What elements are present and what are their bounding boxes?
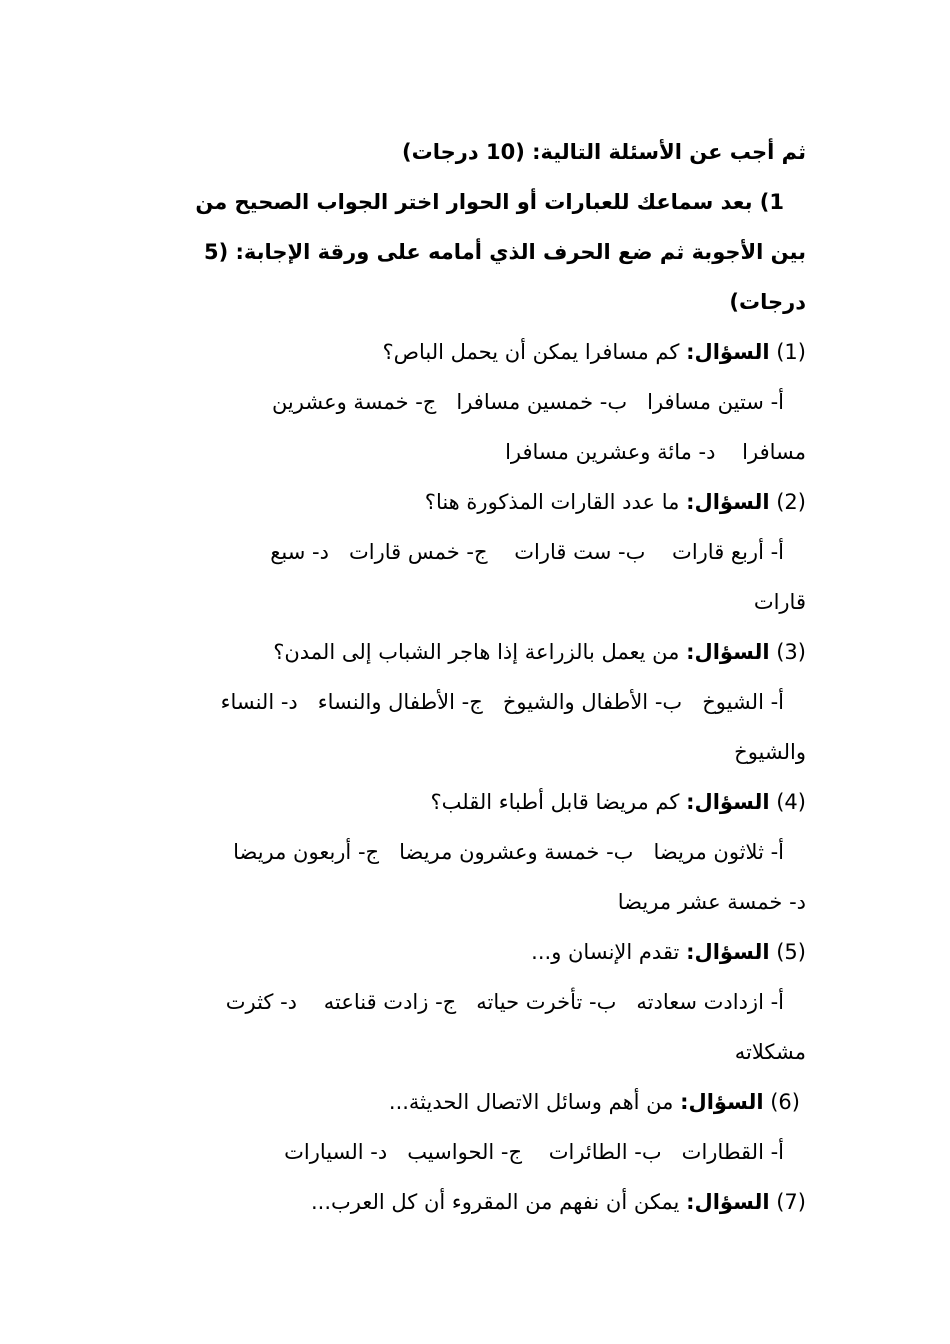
instruction-line-3: درجات) <box>729 290 806 314</box>
question-label: السؤال: <box>686 1190 770 1214</box>
question-7 <box>140 1177 806 1227</box>
question-4 <box>140 777 806 827</box>
question-text: كم مسافرا يمكن أن يحمل الباص؟ <box>382 340 680 364</box>
question-4-options: أ- ثلاثون مريضا ب- خمسة وعشرون مريضا ج- أربعون مريضا <box>233 840 784 864</box>
question-label: السؤال: <box>686 640 770 664</box>
question-label: السؤال: <box>686 940 770 964</box>
instruction-line-1: 1) بعد سماعك للعبارات أو الحوار اختر الجواب الصحيح من <box>195 190 784 214</box>
question-label: السؤال: <box>686 790 770 814</box>
question-5 <box>140 927 806 977</box>
section-heading: ثم أجب عن الأسئلة التالية: (10 درجات) <box>402 140 806 164</box>
question-text: من أهم وسائل الاتصال الحديثة... <box>388 1090 674 1114</box>
instruction-line-2: بين الأجوبة ثم ضع الحرف الذي أمامه على ورقة الإجابة: (5 <box>203 240 806 264</box>
question-5-options-cont: مشكلاته <box>734 1040 806 1064</box>
question-text: كم مريضا قابل أطباء القلب؟ <box>430 790 680 814</box>
question-2-options-cont: قارات <box>753 590 806 614</box>
question-1-options-cont: مسافرا د- مائة وعشرين مسافرا <box>505 440 806 464</box>
question-3-options: أ- الشيوخ ب- الأطفال والشيوخ ج- الأطفال والنساء د- النساء <box>220 690 784 714</box>
question-1 <box>140 327 806 377</box>
question-1-options: أ- ستين مسافرا ب- خمسين مسافرا ج- خمسة وعشرين <box>271 390 784 414</box>
question-6-options: أ- القطارات ب- الطائرات ج- الحواسيب د- السيارات <box>284 1140 784 1164</box>
question-number: (7) <box>776 1190 806 1214</box>
question-text: تقدم الإنسان و... <box>531 940 680 964</box>
question-3-options-cont: والشيوخ <box>734 740 806 764</box>
question-number: (3) <box>776 640 806 664</box>
question-number: (5) <box>776 940 806 964</box>
question-2 <box>140 477 806 527</box>
question-4-options-cont: د- خمسة عشر مريضا <box>617 890 806 914</box>
question-text: يمكن أن نفهم من المقروء أن كل العرب... <box>310 1190 680 1214</box>
question-number: (4) <box>776 790 806 814</box>
question-number: (1) <box>776 340 806 364</box>
question-text: ما عدد القارات المذكورة هنا؟ <box>424 490 680 514</box>
exam-page <box>140 127 806 1227</box>
question-number: (2) <box>776 490 806 514</box>
question-3 <box>140 627 806 677</box>
question-label: السؤال: <box>680 1090 764 1114</box>
question-number: (6) <box>770 1090 800 1114</box>
question-label: السؤال: <box>686 490 770 514</box>
question-text: من يعمل بالزراعة إذا هاجر الشباب إلى المدن؟ <box>273 640 680 664</box>
question-label: السؤال: <box>686 340 770 364</box>
question-2-options: أ- أربع قارات ب- ست قارات ج- خمس قارات د- سبع <box>270 540 784 564</box>
question-6 <box>140 1077 806 1127</box>
question-5-options: أ- ازدادت سعادته ب- تأخرت حياته ج- زادت قناعته د- كثرت <box>225 990 784 1014</box>
